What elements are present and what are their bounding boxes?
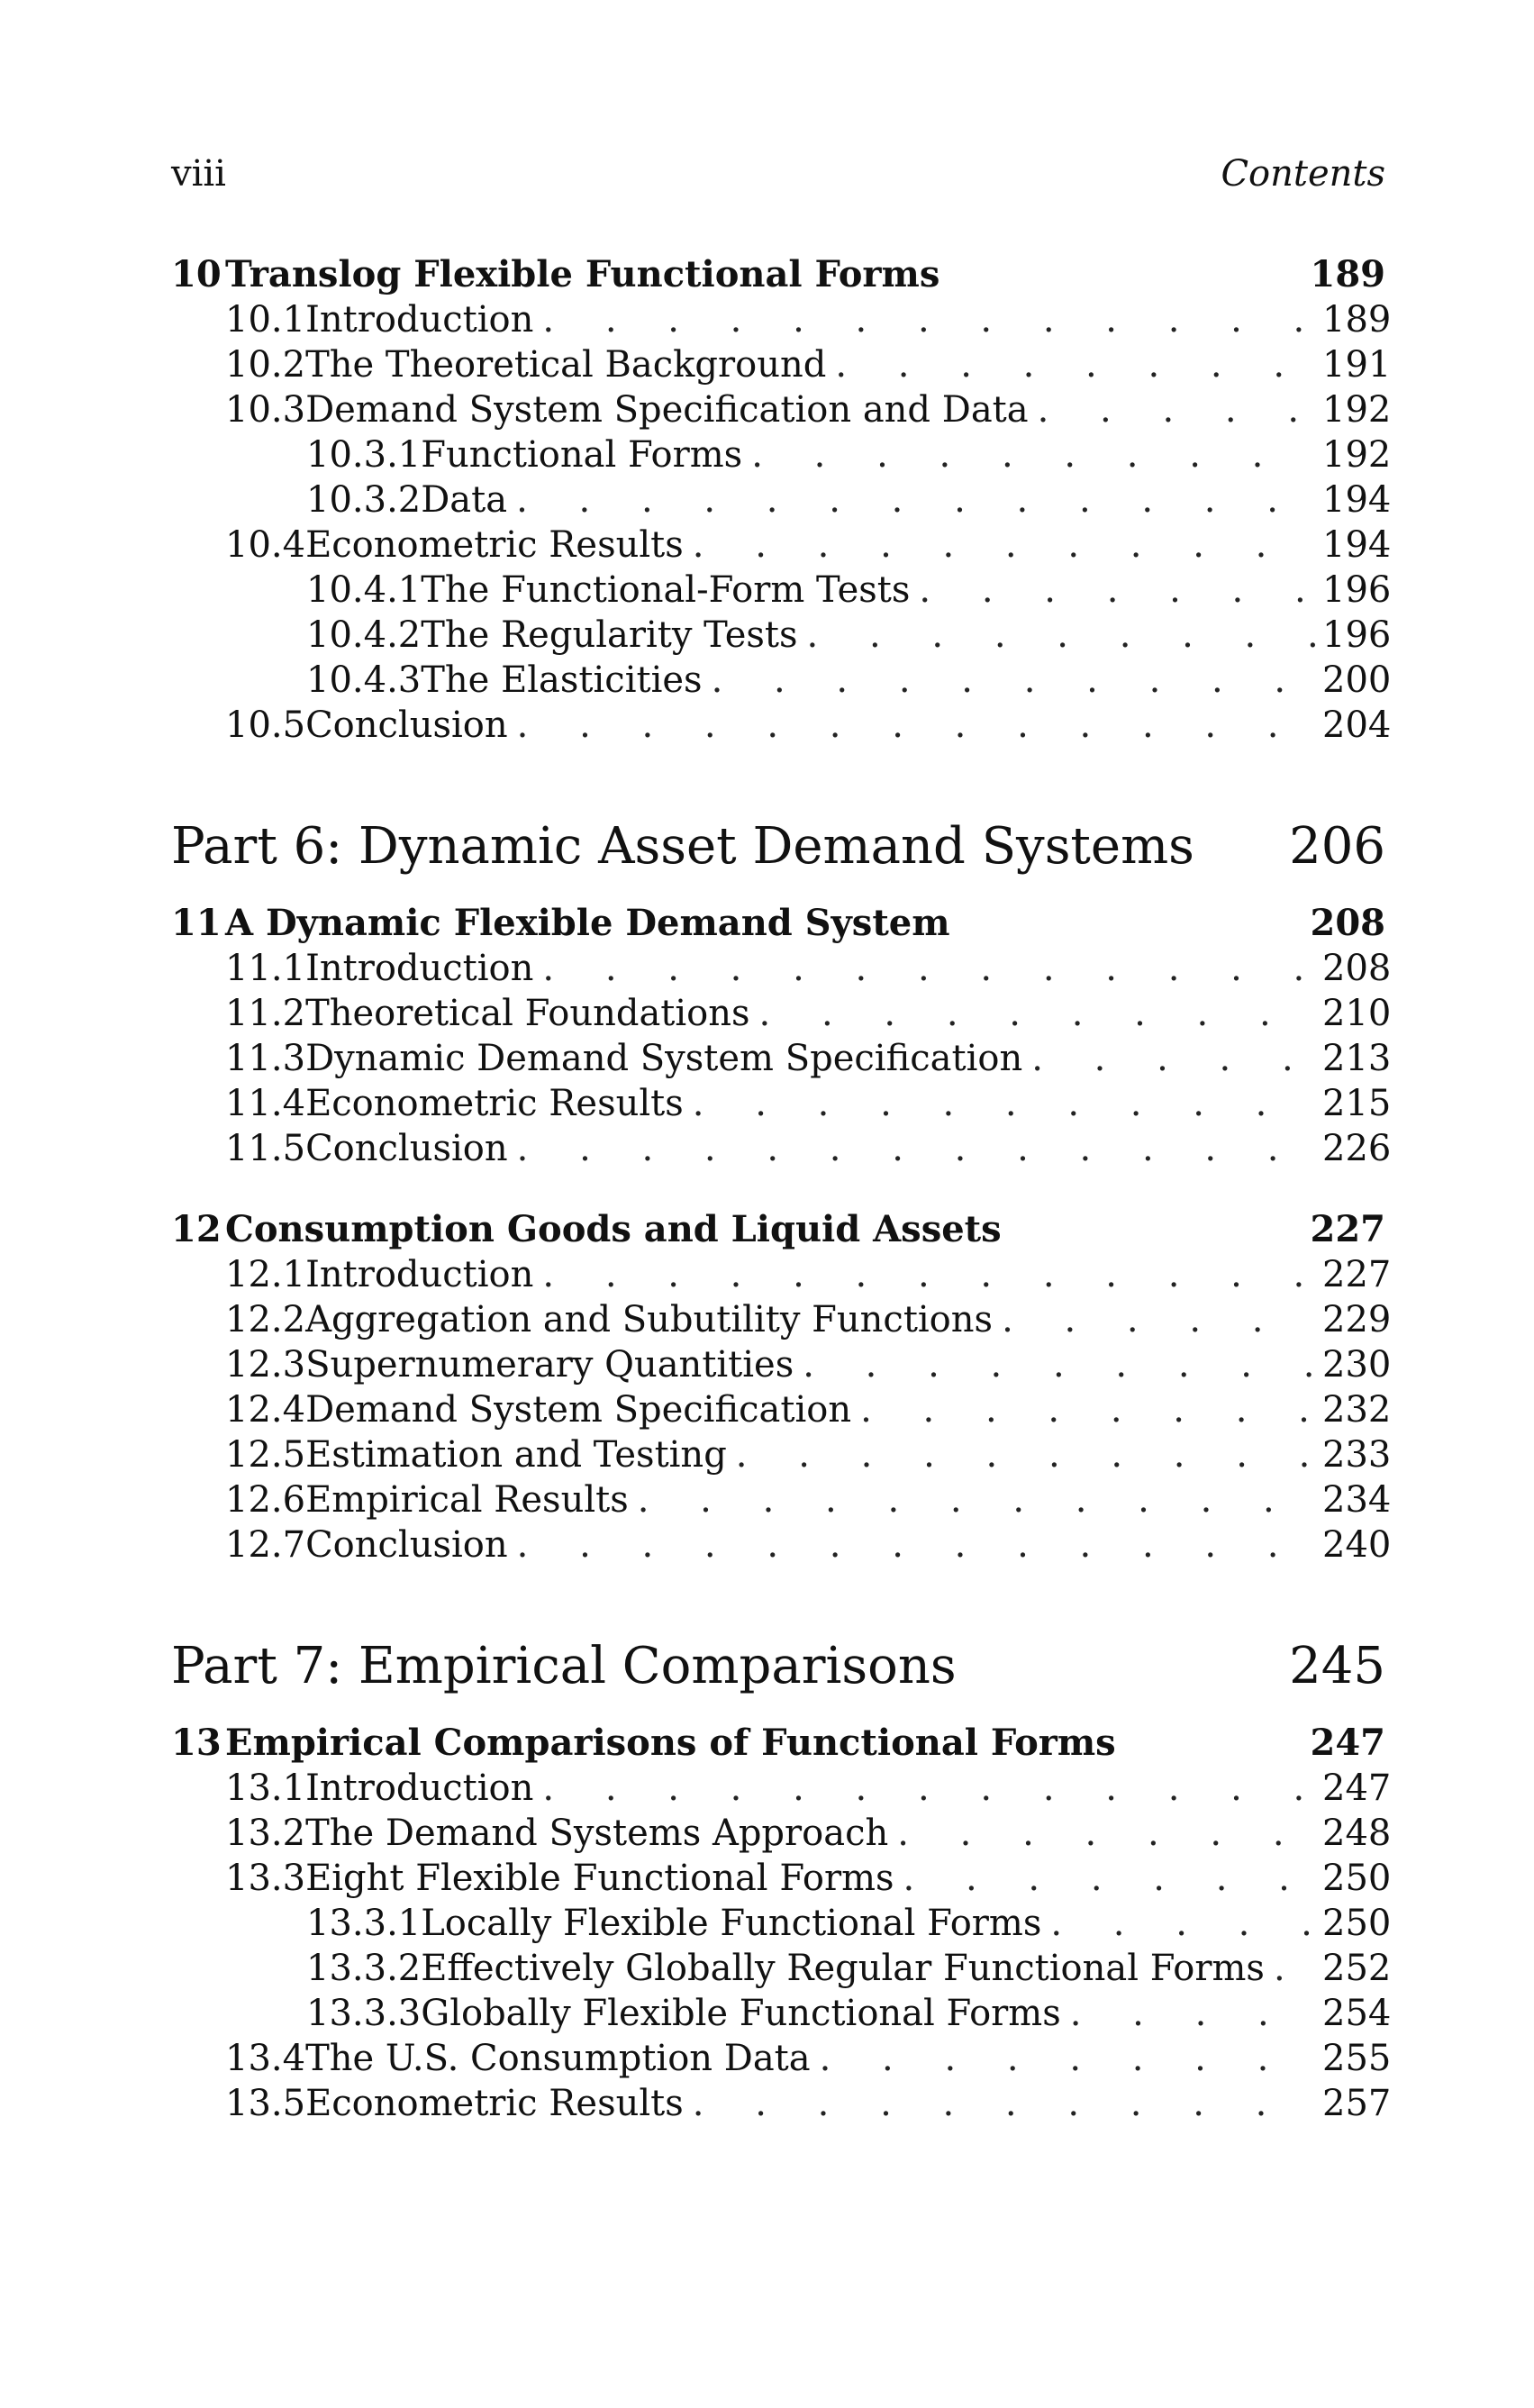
section-page: 215 <box>1322 1083 1392 1124</box>
section-number: 13.5 <box>225 2083 306 2124</box>
section-page: 204 <box>1322 704 1392 746</box>
section-page: 247 <box>1322 1767 1392 1809</box>
section-page: 189 <box>1322 299 1392 341</box>
subsection-number: 13.3.3 <box>306 1993 422 2034</box>
dot-leader <box>693 522 1317 568</box>
section-title: Econometric Results <box>305 1083 684 1124</box>
subsection-title: The Functional-Form Tests <box>421 569 911 611</box>
dot-leader <box>542 946 1317 991</box>
toc-section[interactable] <box>171 1387 1392 1432</box>
part-title: Part 7: Empirical Comparisons <box>171 1637 957 1695</box>
section-number: 13.3 <box>225 1858 306 1899</box>
section-title: Aggregation and Subutility Functions <box>305 1299 994 1340</box>
section-title: Theoretical Foundations <box>305 993 750 1034</box>
section-page: 250 <box>1322 1858 1392 1899</box>
section-title: Demand System Specification and Data <box>305 389 1029 431</box>
chapter-title: Consumption Goods and Liquid Assets <box>225 1208 1002 1250</box>
section-title: Dynamic Demand System Specification <box>305 1038 1023 1079</box>
toc-subsection[interactable] <box>171 658 1392 703</box>
toc-section[interactable] <box>171 1522 1392 1567</box>
toc-chapter-11[interactable] <box>171 901 1385 946</box>
section-title: Econometric Results <box>305 2083 684 2124</box>
section-page: 248 <box>1322 1813 1392 1854</box>
section-number: 11.5 <box>225 1128 306 1169</box>
subsection-number: 10.3.1 <box>306 434 422 476</box>
dot-leader <box>542 1252 1317 1297</box>
toc-chapter-10[interactable] <box>171 252 1385 297</box>
toc-section[interactable] <box>171 342 1392 387</box>
running-title: Contents <box>1221 153 1385 195</box>
part-page: 206 <box>1289 817 1385 876</box>
toc-subsection[interactable] <box>171 1946 1392 1991</box>
subsection-number: 13.3.1 <box>306 1903 422 1944</box>
section-page: 227 <box>1322 1254 1392 1295</box>
section-title: Introduction <box>305 299 534 341</box>
section-title: Supernumerary Quantities <box>305 1344 794 1386</box>
subsection-title: Functional Forms <box>421 434 743 476</box>
chapter-number: 12 <box>171 1208 222 1250</box>
toc-section[interactable] <box>171 1126 1392 1171</box>
dot-leader <box>1031 1036 1317 1081</box>
section-page: 192 <box>1322 389 1392 431</box>
chapter-page: 189 <box>1310 253 1385 295</box>
subsection-title: Locally Flexible Functional Forms <box>421 1903 1042 1944</box>
subsection-title: Globally Flexible Functional Forms <box>421 1993 1061 2034</box>
toc-subsection[interactable] <box>171 1901 1392 1946</box>
chapter-title: Translog Flexible Functional Forms <box>225 253 940 295</box>
section-title: The Theoretical Background <box>305 344 827 386</box>
section-title: The Demand Systems Approach <box>305 1813 889 1854</box>
chapter-number: 10 <box>171 253 222 295</box>
dot-leader <box>807 613 1317 658</box>
toc-section[interactable] <box>171 2036 1392 2081</box>
toc-subsection[interactable] <box>171 568 1392 613</box>
part-title: Part 6: Dynamic Asset Demand Systems <box>171 817 1194 876</box>
toc-section[interactable] <box>171 703 1392 748</box>
chapter-page: 247 <box>1310 1722 1385 1764</box>
dot-leader <box>759 991 1317 1036</box>
section-number: 13.2 <box>225 1813 306 1854</box>
section-page: 233 <box>1322 1434 1392 1476</box>
dot-leader <box>516 477 1317 522</box>
section-number: 13.1 <box>225 1767 306 1809</box>
subsection-page: 254 <box>1322 1993 1392 2034</box>
section-page: 208 <box>1322 948 1392 989</box>
subsection-number: 10.3.2 <box>306 479 422 521</box>
dot-leader <box>860 1387 1317 1432</box>
toc-section[interactable] <box>171 2081 1392 2126</box>
dot-leader <box>1050 1901 1317 1946</box>
chapter-number: 11 <box>171 902 222 944</box>
toc-section[interactable] <box>171 1252 1392 1297</box>
toc-chapter-13[interactable] <box>171 1721 1385 1766</box>
section-number: 12.7 <box>225 1524 306 1566</box>
toc-section[interactable] <box>171 1036 1392 1081</box>
subsection-number: 10.4.3 <box>306 659 422 701</box>
dot-leader <box>638 1477 1317 1522</box>
section-title: Conclusion <box>305 704 508 746</box>
section-page: 232 <box>1322 1389 1392 1431</box>
section-page: 213 <box>1322 1038 1392 1079</box>
toc-section[interactable] <box>171 1432 1392 1477</box>
subsection-number: 13.3.2 <box>306 1948 422 1989</box>
dot-leader <box>693 1081 1317 1126</box>
section-title: Conclusion <box>305 1524 508 1566</box>
dot-leader <box>517 1522 1317 1567</box>
toc-subsection[interactable] <box>171 477 1392 522</box>
toc-section[interactable] <box>171 1477 1392 1522</box>
dot-leader <box>1038 387 1317 432</box>
toc-section[interactable] <box>171 297 1392 342</box>
toc-section[interactable] <box>171 1766 1392 1811</box>
subsection-page: 196 <box>1322 614 1392 656</box>
section-title: Introduction <box>305 1254 534 1295</box>
dot-leader <box>1070 1991 1317 2036</box>
section-title: Empirical Results <box>305 1479 629 1521</box>
section-number: 10.1 <box>225 299 306 341</box>
section-page: 257 <box>1322 2083 1392 2124</box>
section-page: 191 <box>1322 344 1392 386</box>
subsection-page: 192 <box>1322 434 1392 476</box>
section-number: 11.2 <box>225 993 306 1034</box>
dot-leader <box>693 2081 1317 2126</box>
toc-section[interactable] <box>171 1856 1392 1901</box>
dot-leader <box>897 1811 1317 1856</box>
section-page: 255 <box>1322 2038 1392 2079</box>
section-number: 12.2 <box>225 1299 306 1340</box>
part-page: 245 <box>1289 1637 1385 1695</box>
section-title: Introduction <box>305 1767 534 1809</box>
page-header <box>171 153 1385 198</box>
dot-leader <box>517 1126 1317 1171</box>
section-title: Conclusion <box>305 1128 508 1169</box>
toc-section[interactable] <box>171 1297 1392 1342</box>
section-number: 10.3 <box>225 389 306 431</box>
section-title: Estimation and Testing <box>305 1434 727 1476</box>
section-page: 234 <box>1322 1479 1392 1521</box>
dot-leader <box>1274 1946 1317 1991</box>
subsection-title: The Elasticities <box>421 659 703 701</box>
section-number: 10.2 <box>225 344 306 386</box>
chapter-title: Empirical Comparisons of Functional Forms <box>225 1722 1116 1764</box>
toc-subsection[interactable] <box>171 1991 1392 2036</box>
section-number: 10.5 <box>225 704 306 746</box>
section-page: 226 <box>1322 1128 1392 1169</box>
dot-leader <box>736 1432 1317 1477</box>
subsection-page: 200 <box>1322 659 1392 701</box>
section-page: 240 <box>1322 1524 1392 1566</box>
table-of-contents <box>171 252 1392 2126</box>
toc-subsection[interactable] <box>171 432 1392 477</box>
section-number: 11.3 <box>225 1038 306 1079</box>
toc-section[interactable] <box>171 991 1392 1036</box>
section-title: Introduction <box>305 948 534 989</box>
subsection-page: 196 <box>1322 569 1392 611</box>
toc-subsection[interactable] <box>171 613 1392 658</box>
section-number: 12.1 <box>225 1254 306 1295</box>
section-title: Econometric Results <box>305 524 684 566</box>
section-number: 13.4 <box>225 2038 306 2079</box>
section-number: 11.4 <box>225 1083 306 1124</box>
toc-section[interactable] <box>171 522 1392 568</box>
section-number: 11.1 <box>225 948 306 989</box>
dot-leader <box>517 703 1317 748</box>
toc-section[interactable] <box>171 1342 1392 1387</box>
section-page: 230 <box>1322 1344 1392 1386</box>
section-title: The U.S. Consumption Data <box>305 2038 811 2079</box>
chapter-number: 13 <box>171 1722 222 1764</box>
dot-leader <box>751 432 1317 477</box>
toc-section[interactable] <box>171 946 1392 991</box>
chapter-page: 227 <box>1310 1208 1385 1250</box>
toc-section[interactable] <box>171 1811 1392 1856</box>
dot-leader <box>542 297 1317 342</box>
subsection-page: 250 <box>1322 1903 1392 1944</box>
dot-leader <box>903 1856 1317 1901</box>
subsection-title: Data <box>421 479 508 521</box>
section-number: 12.6 <box>225 1479 306 1521</box>
chapter-page: 208 <box>1310 902 1385 944</box>
section-title: Eight Flexible Functional Forms <box>305 1858 894 1899</box>
subsection-title: The Regularity Tests <box>421 614 798 656</box>
section-page: 210 <box>1322 993 1392 1034</box>
dot-leader <box>542 1766 1317 1811</box>
toc-section[interactable] <box>171 387 1392 432</box>
section-page: 194 <box>1322 524 1392 566</box>
subsection-page: 194 <box>1322 479 1392 521</box>
section-number: 12.5 <box>225 1434 306 1476</box>
toc-part-6[interactable] <box>171 811 1385 883</box>
subsection-number: 10.4.1 <box>306 569 422 611</box>
subsection-page: 252 <box>1322 1948 1392 1989</box>
section-title: Demand System Specification <box>305 1389 852 1431</box>
section-page: 229 <box>1322 1299 1392 1340</box>
section-number: 12.4 <box>225 1389 306 1431</box>
dot-leader <box>919 568 1317 613</box>
toc-part-7[interactable] <box>171 1631 1385 1703</box>
dot-leader <box>803 1342 1317 1387</box>
toc-chapter-12[interactable] <box>171 1207 1385 1252</box>
subsection-title: Effectively Globally Regular Functional Forms <box>421 1948 1265 1989</box>
toc-section[interactable] <box>171 1081 1392 1126</box>
dot-leader <box>1002 1297 1317 1342</box>
page-number: viii <box>171 153 226 195</box>
section-number: 10.4 <box>225 524 306 566</box>
dot-leader <box>835 342 1317 387</box>
section-number: 12.3 <box>225 1344 306 1386</box>
dot-leader <box>712 658 1317 703</box>
subsection-number: 10.4.2 <box>306 614 422 656</box>
chapter-title: A Dynamic Flexible Demand System <box>225 902 950 944</box>
dot-leader <box>820 2036 1317 2081</box>
